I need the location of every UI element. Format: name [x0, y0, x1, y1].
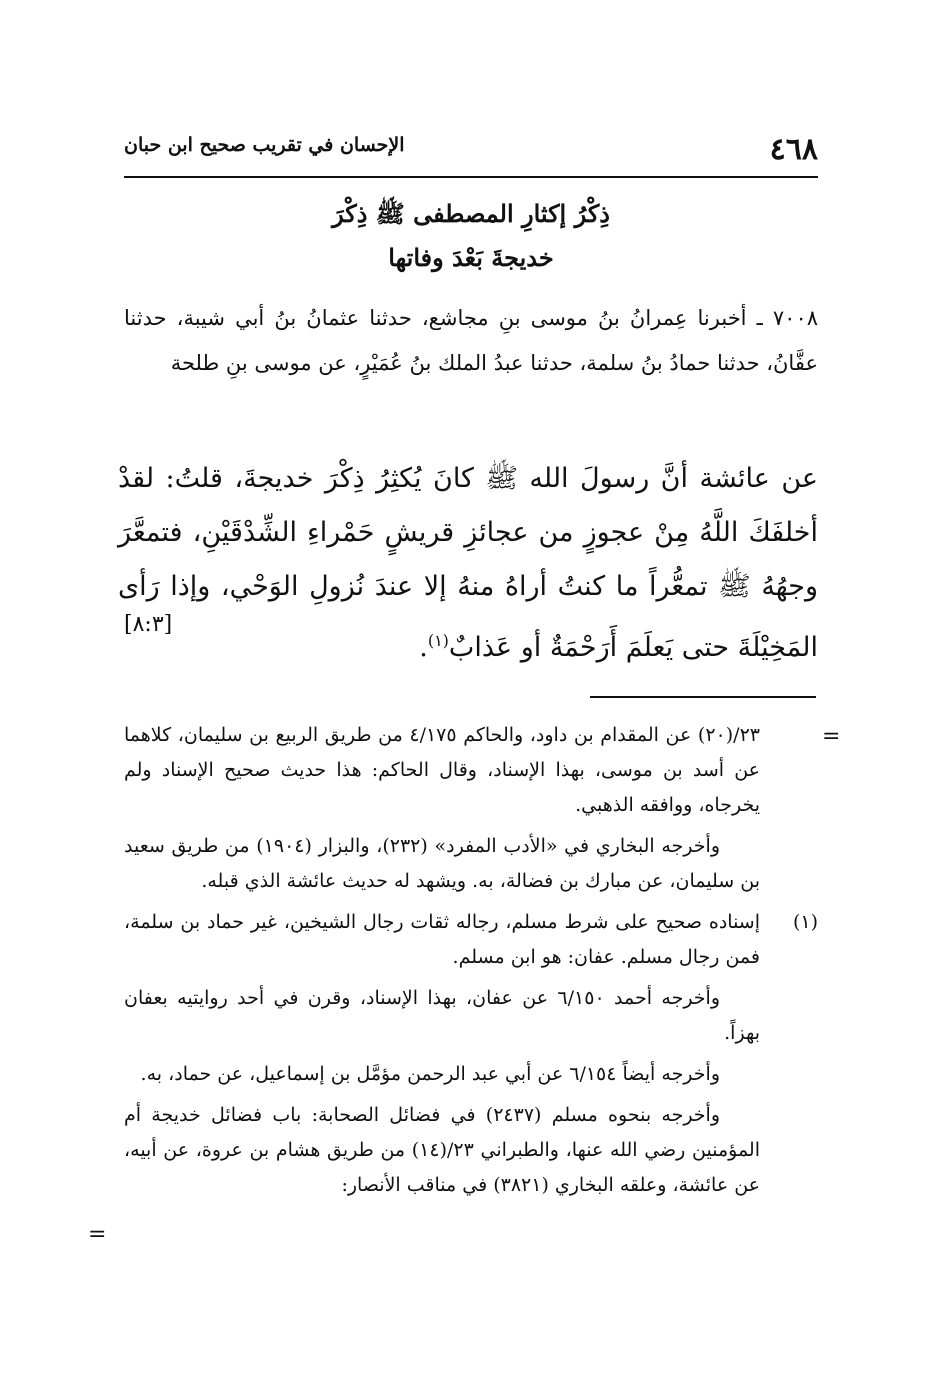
hadith-isnad — [124, 296, 818, 386]
running-title: الإحسان في تقريب صحيح ابن حبان — [124, 134, 405, 156]
footnote-1-p1: إسناده صحيح على شرط مسلم، رجاله ثقات رجال الشيخين، غير حماد بن سلمة، فمن رجال مسلم. عفان: هو ابن مسلم. — [124, 911, 760, 968]
footnote-1-p2: وأخرجه أحمد ٦/١٥٠ عن عفان، بهذا الإسناد، وقرن في أحد روايتيه بعفان بهزاً. — [124, 987, 760, 1044]
footnote-1-label: (١) — [792, 911, 818, 933]
continuation-mark: = — [822, 724, 841, 749]
hadith-reference: [٨:٣] — [124, 612, 173, 637]
footnotes — [124, 718, 818, 1209]
end-continuation-mark: = — [88, 1222, 107, 1247]
footnote-rule — [590, 696, 816, 698]
matn-end: . — [419, 632, 428, 663]
hadith-matn — [118, 452, 818, 675]
page-header — [124, 128, 818, 172]
chapter-title-line1: ذِكْرُ إكثارِ المصطفى ﷺ ذِكْرَ — [332, 199, 610, 228]
footnote-marker: (١) — [427, 631, 449, 650]
hadith-number: ٧٠٠٨ ـ — [756, 306, 819, 330]
footnote-1 — [124, 905, 818, 975]
isnad-text: أخبرنا عِمرانُ بنُ موسى بنِ مجاشع، حدثنا عثمانُ بنُ أبي شيبة، حدثنا عفَّانُ، حدثنا حمادُ بنُ سلمة، حدثنا عبدُ الملك بنُ عُمَيْرٍ، عن موسى بنِ طلحة — [124, 306, 818, 375]
footnote-1-p4: وأخرجه بنحوه مسلم (٢٤٣٧) في فضائل الصحابة: باب فضائل خديجة أم المؤمنين رضي الله عنها، والطبراني ٢٣/(١٤) من طريق هشام بن عروة، عن أبيه، عن عائشة، وعلقه البخاري (٣٨٢١) في مناقب الأنصار: — [124, 1104, 760, 1196]
matn-text: عن عائشة أنَّ رسولَ الله ﷺ كانَ يُكثِرُ ذِكْرَ خديجةَ، قلتُ: لقدْ أخلفَكَ اللَّهُ مِنْ عجوزٍ من عجائزِ قريشٍ حَمْراءِ الشِّدْقَيْنِ، فتمعَّرَ وجهُهُ ﷺ تمعُّراً ما كنتُ أراهُ منهُ إلا عندَ نُزولِ الوَحْي، وإذا رَأى المَخِيْلَةَ حتى يَعلَمَ أَرَحْمَةٌ أو عَذابٌ — [118, 463, 818, 663]
header-rule — [124, 176, 818, 178]
footnote-1-p3: وأخرجه أيضاً ٦/١٥٤ عن أبي عبد الرحمن مؤمَّل بن إسماعيل، عن حماد، به. — [140, 1063, 720, 1085]
footnote-continuation-p2: وأخرجه البخاري في «الأدب المفرد» (٢٣٢)، والبزار (١٩٠٤) من طريق سعيد بن سليمان، عن مبارك بن فضالة، به. ويشهد له حديث عائشة الذي قبله. — [124, 835, 760, 892]
chapter-title-line2: خديجةَ بَعْدَ وفاتها — [388, 243, 554, 272]
footnote-continuation-p1: ٢٣/(٢٠) عن المقدام بن داود، والحاكم ٤/١٧٥ من طريق الربيع بن سليمان، كلاهما عن أسد بن موسى، بهذا الإسناد، وقال الحاكم: هذا حديث صحيح الإسناد ولم يخرجاه، ووافقه الذهبي. — [124, 724, 760, 816]
page-number: ٤٦٨ — [769, 132, 818, 167]
